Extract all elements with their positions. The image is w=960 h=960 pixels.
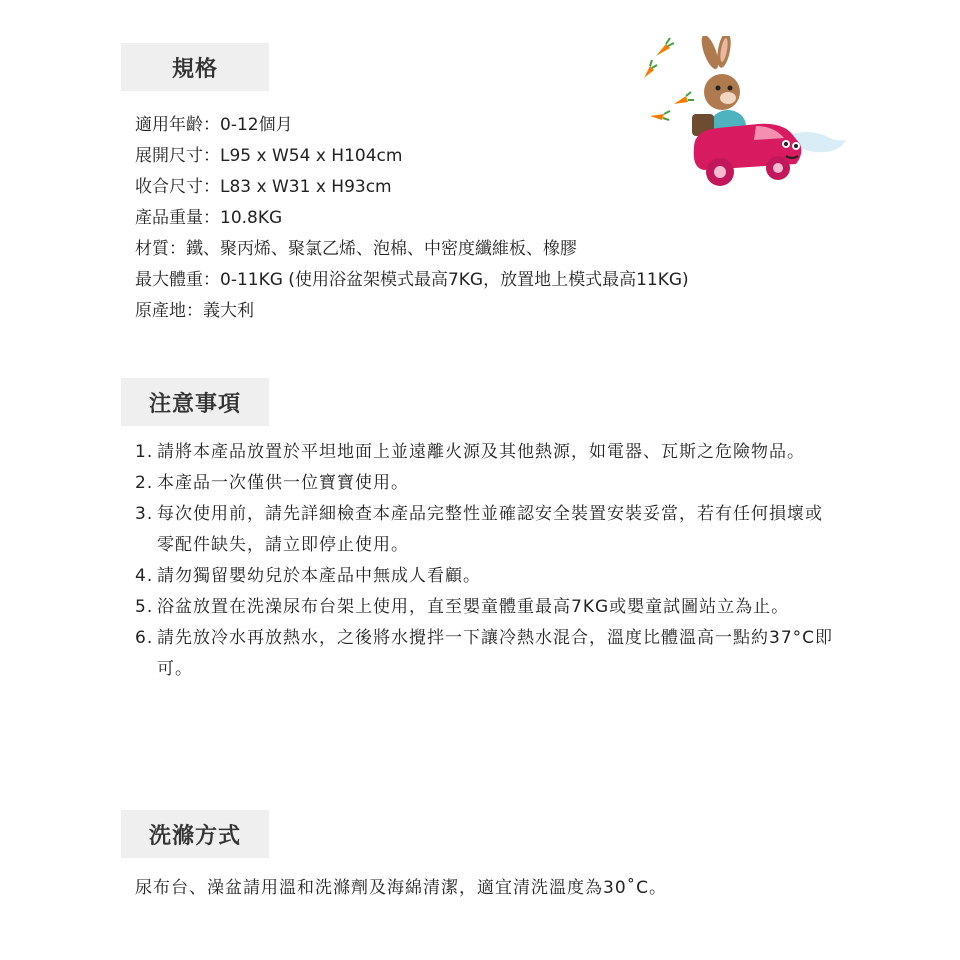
spec-item-unfolded-size: 展開尺寸：L95 x W54 x H104cm (135, 146, 403, 166)
spec-item-material: 材質：鐵、聚丙烯、聚氯乙烯、泡棉、中密度纖維板、橡膠 (135, 239, 577, 259)
wash-section-title: 洗滌方式 (121, 810, 269, 858)
wash-instructions: 尿布台、澡盆請用溫和洗滌劑及海綿清潔，適宜清洗溫度為30˚C。 (135, 878, 668, 898)
list-item (135, 437, 835, 468)
note-text: 每次使用前，請先詳細檢查本產品完整性並確認安全裝置安裝妥當，若有任何損壞或零配件缺失，請立即停止使用。 (157, 504, 823, 555)
spec-list (135, 110, 689, 327)
list-item (135, 592, 835, 623)
carrot-icon (644, 60, 657, 78)
note-text: 請將本產品放置於平坦地面上並遠離火源及其他熱源，如電器、瓦斯之危險物品。 (157, 442, 805, 462)
note-text: 浴盆放置在洗澡尿布台架上使用，直至嬰童體重最高7KG或嬰童試圖站立為止。 (157, 597, 790, 617)
notes-list (135, 437, 835, 685)
note-number: 4. (135, 566, 154, 586)
spec-item-folded-size: 收合尺寸：L83 x W31 x H93cm (135, 177, 392, 197)
list-item (135, 468, 835, 499)
carrot-icon (674, 92, 694, 104)
spec-section-title: 規格 (121, 43, 269, 91)
note-text: 請先放冷水再放熱水，之後將水攪拌一下讓冷熱水混合，溫度比體溫高一點約37°C即可。 (157, 628, 834, 679)
carrot-icon (656, 38, 674, 56)
note-text: 請勿獨留嬰幼兒於本產品中無成人看顧。 (157, 566, 481, 586)
spec-item-origin: 原產地：義大利 (135, 301, 254, 321)
car-icon (694, 124, 802, 186)
spec-item-age: 適用年齡：0-12個月 (135, 115, 293, 135)
note-number: 1. (135, 442, 154, 462)
note-number: 3. (135, 504, 154, 524)
note-number: 6. (135, 628, 154, 648)
notes-section-title: 注意事項 (121, 378, 269, 426)
list-item (135, 561, 835, 592)
spec-item-weight: 產品重量：10.8KG (135, 208, 283, 228)
note-number: 2. (135, 473, 154, 493)
list-item (135, 623, 835, 685)
spec-item-max-weight: 最大體重：0-11KG (使用浴盆架模式最高7KG，放置地上模式最高11KG) (135, 270, 689, 290)
note-text: 本產品一次僅供一位寶寶使用。 (157, 473, 409, 493)
note-number: 5. (135, 597, 154, 617)
list-item (135, 499, 835, 561)
